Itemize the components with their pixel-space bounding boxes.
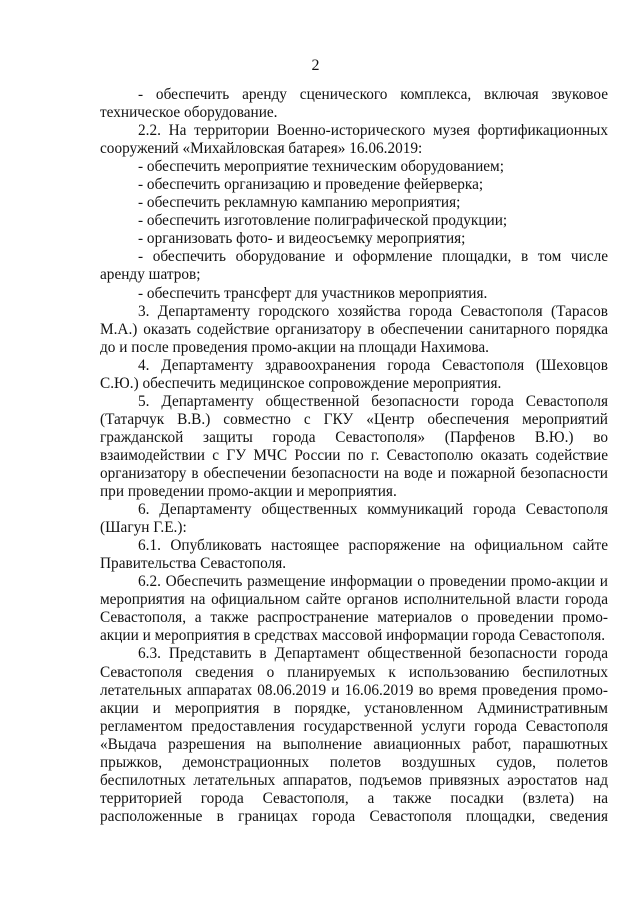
page-number: 2 [311,57,320,74]
list-item-venue-decoration: - обеспечить оборудование и оформление площадки, в том числе аренду шатров; [100,248,608,284]
paragraph-6: 6. Департаменту общественных коммуникаций города Севастополя (Шагун Г.Е.): [100,501,608,537]
paragraph-3: 3. Департаменту городского хозяйства города Севастополя (Тарасов М.А.) оказать содействие организатору в обеспечении санитарного порядка до и после проведения промо-акции на площади Нахимова. [100,302,608,356]
list-item-fireworks: - обеспечить организацию и проведение фейерверка; [138,176,484,194]
list-item-advertising: - обеспечить рекламную кампанию мероприятия; [138,194,461,212]
list-item-transfer: - обеспечить трансферт для участников мероприятия. [138,284,488,302]
list-item-printing: - обеспечить изготовление полиграфической продукции; [138,212,508,230]
paragraph-4: 4. Департаменту здравоохранения города Севастополя (Шеховцов С.Ю.) обеспечить медицинское сопровождение мероприятия. [100,356,608,392]
paragraph-6-3: 6.3. Представить в Департамент общественной безопасности города Севастополя сведения о планируемых к использованию беспилотных летательных аппаратах 08.06.2019 и 16.06.2019 во время проведения промо-акции и мероприятия в порядке, установленном Административным регламентом предоставления государственной услуги города Севастополя «Выдача разрешения на выполнение авиационных работ, парашютных прыжков, демонстрационных полетов воздушных судов, полетов беспилотных летательных аппаратов, подъемов привязных аэростатов над территорией города Севастополя, а также посадки (взлета) на расположенные в границах города Севастополя площадки, сведения [100,645,608,825]
paragraph-6-2: 6.2. Обеспечить размещение информации о проведении промо-акции и мероприятия на официальном сайте органов исполнительной власти города Севастополя, а также распространение материалов о проведении промо-акции и мероприятия в средствах массовой информации города Севастополя. [100,573,608,645]
paragraph-equipment-rental: - обеспечить аренду сценического комплекса, включая звуковое техническое оборудование. [100,86,608,122]
list-item-photo-video: - организовать фото- и видеосъемку мероприятия; [138,230,466,248]
paragraph-2-2: 2.2. На территории Военно-исторического музея фортификационных сооружений «Михайловская батарея» 16.06.2019: [100,122,608,158]
list-item-technical-equipment: - обеспечить мероприятие техническим оборудованием; [138,158,504,176]
paragraph-5: 5. Департаменту общественной безопасности города Севастополя (Татарчук В.В.) совместно с ГКУ «Центр обеспечения мероприятий гражданской защиты города Севастополя» (Парфенов В.Ю.) во взаимодействии с ГУ МЧС России по г. Севастополю оказать содействие организатору в обеспечении безопасности на воде и пожарной безопасности при проведении промо-акции и мероприятия. [100,392,608,501]
paragraph-6-1: 6.1. Опубликовать настоящее распоряжение на официальном сайте Правительства Севастополя. [100,537,608,573]
document-body [100,86,608,826]
